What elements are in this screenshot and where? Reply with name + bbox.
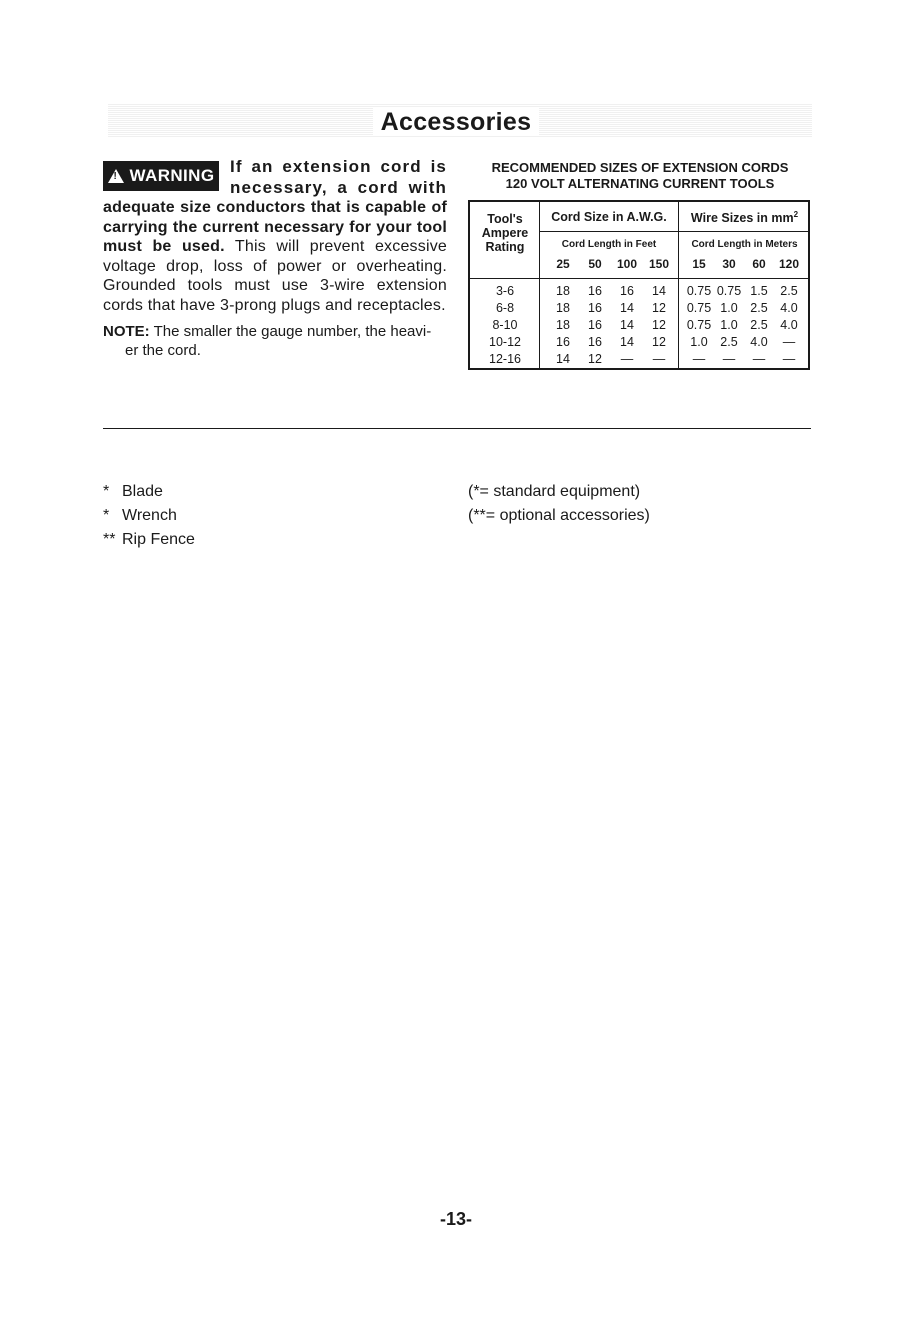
section-divider [103,428,811,429]
meters-120: 120 [778,257,800,271]
list-item: * Wrench [103,507,177,524]
table-row: 12-16 14 12 — — — — — — [489,352,796,366]
warning-body [103,198,447,315]
warning-section [103,156,447,360]
note [103,322,447,360]
warning-badge-label: WARNING [129,166,215,185]
subheader-meters: Cord Length in Meters [691,239,798,250]
meters-60: 60 [752,257,766,271]
table-row: 3-6 18 16 16 14 0.75 0.75 1.5 2.5 [495,284,798,298]
header-wire-size: Wire Sizes in $mm^2$ [690,210,799,226]
warning-bold-text: adequate size conductors that is capable of carrying the current necessary for your tool must be used. [103,199,447,255]
page-title: Accessories [0,108,912,137]
table-caption [468,160,812,192]
accessories-legend [468,480,650,528]
legend-optional: (**= optional accessories) [468,507,650,524]
meters-15: 15 [692,257,706,271]
legend-standard: (*= standard equipment) [468,483,641,500]
meters-30: 30 [722,257,736,271]
table-row: 8-10 18 16 14 12 0.75 1.0 2.5 4.0 [492,318,798,332]
extension-cord-table [468,200,810,370]
table-row: 10-12 16 16 14 12 1.0 2.5 4.0 — [489,335,796,349]
warning-heading: If an extension cord is necessary, a cord with [230,157,447,197]
page-number: -13- [439,1209,472,1229]
header-awg: Cord Size in A.W.G. [551,210,667,224]
table-row: 6-8 18 16 14 12 0.75 1.0 2.5 4.0 [495,301,798,315]
table-caption-line1: RECOMMENDED SIZES OF EXTENSION CORDS [491,160,789,175]
list-item: ** Rip Fence [103,531,195,548]
list-item: * Blade [103,483,163,500]
note-text-continued: er the cord. [125,342,201,359]
note-label: NOTE: [103,323,150,340]
feet-150: 150 [648,257,670,271]
warning-normal-text: This will prevent excessive voltage drop, loss of power or overheating. Grounded tools must use 3-wire extension cords that have 3-prong plugs and receptacles. [103,238,447,314]
feet-50: 50 [588,257,602,271]
header-tools-rating: Tool's Ampere Rating [481,212,529,254]
feet-25: 25 [556,257,570,271]
note-text: The smaller the gauge number, the heavi- [149,323,432,340]
subheader-feet: Cord Length in Feet [561,239,657,250]
accessories-list [103,480,195,552]
warning-triangle-icon [108,169,124,183]
table-caption-line2: 120 VOLT ALTERNATING CURRENT TOOLS [505,176,775,191]
warning-badge [103,161,219,191]
feet-100: 100 [616,257,638,271]
